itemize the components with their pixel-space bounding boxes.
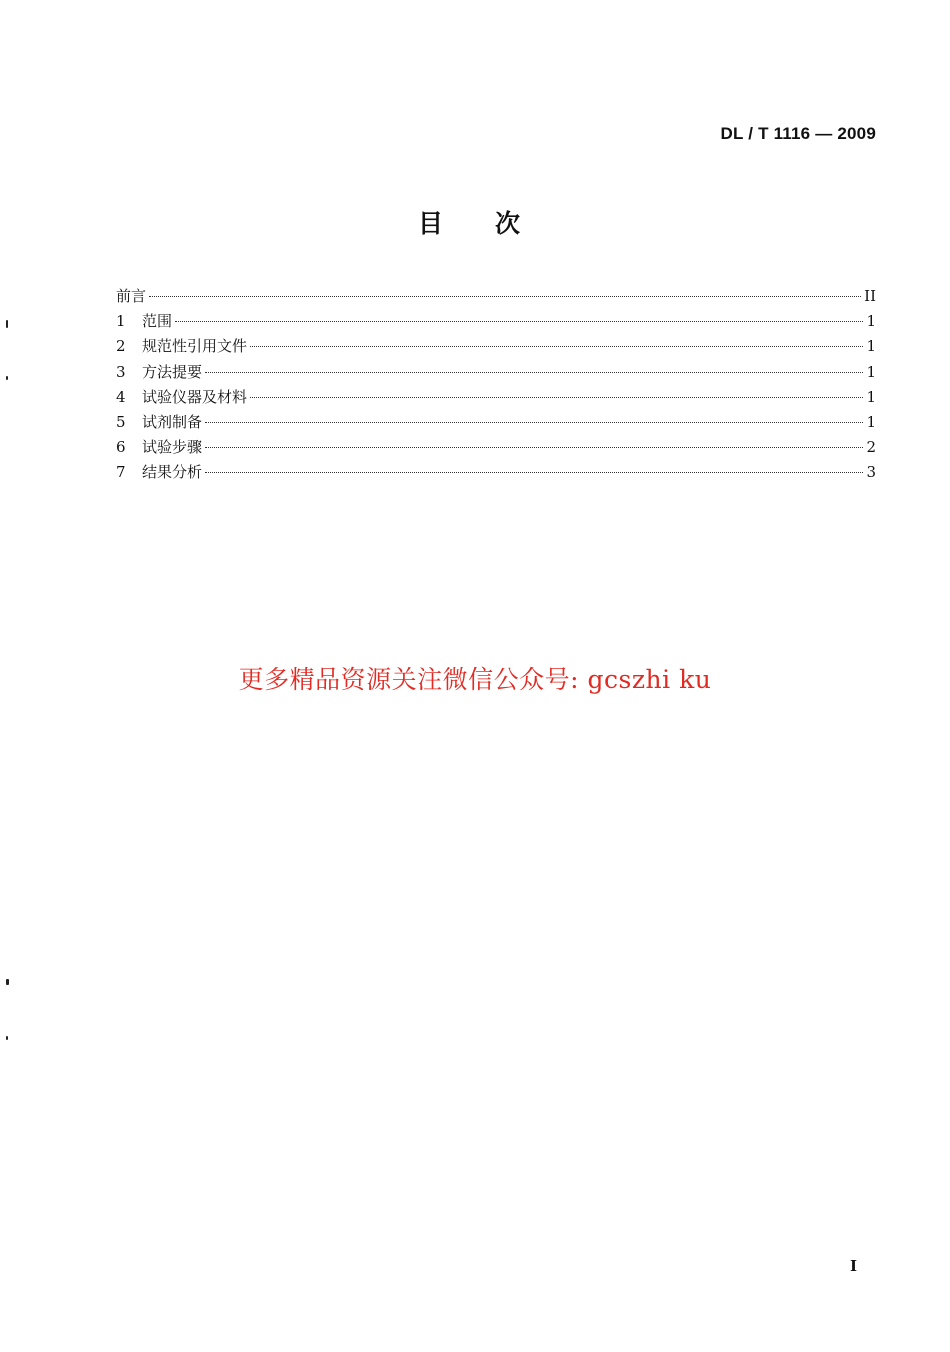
dot-leader: [205, 422, 863, 423]
toc-entry-page: 1: [866, 362, 876, 381]
scan-speck: [6, 979, 9, 985]
toc-entry-test-procedure[interactable]: [116, 437, 876, 462]
dot-leader: [205, 372, 863, 373]
toc-entry-normative-references[interactable]: [116, 336, 876, 361]
toc-entry-page: 1: [866, 412, 876, 431]
dot-leader: [250, 397, 863, 398]
toc-entry-page: 2: [866, 438, 876, 457]
toc-entry-title: 方法提要: [142, 362, 203, 381]
toc-entry-method-summary[interactable]: [116, 362, 876, 387]
toc-entry-number: 1: [116, 312, 126, 331]
toc-entry-title: 结果分析: [142, 463, 203, 482]
toc-entry-number: 6: [116, 438, 126, 457]
toc-entry-page: 1: [866, 337, 876, 356]
toc-entry-page: 3: [866, 463, 876, 482]
scan-speck: [6, 1036, 8, 1040]
toc-entry-number: 2: [116, 337, 126, 356]
toc-entry-reagent-preparation[interactable]: [116, 412, 876, 437]
toc-entry-title: 试验步骤: [142, 438, 203, 457]
toc-entry-title: 范围: [142, 312, 173, 331]
toc-entry-number: 3: [116, 362, 126, 381]
dot-leader: [250, 346, 863, 347]
toc-entry-title: 前言: [116, 287, 147, 305]
toc-entry-page: II: [864, 287, 876, 305]
toc-list: [116, 286, 876, 488]
toc-entry-title: 试验仪器及材料: [142, 387, 248, 406]
promo-text: 更多精品资源关注微信公众号: gcszhi ku: [238, 665, 712, 694]
standard-code: DL / T 1116 — 2009: [720, 124, 876, 143]
toc-entry-number: 5: [116, 412, 126, 431]
toc-entry-foreword[interactable]: [116, 286, 876, 311]
dot-leader: [175, 321, 863, 322]
toc-entry-result-analysis[interactable]: [116, 462, 876, 487]
toc-entry-page: 1: [866, 312, 876, 331]
toc-entry-title: 试剂制备: [142, 412, 203, 431]
toc-entry-scope[interactable]: [116, 311, 876, 336]
scan-speck: [6, 320, 8, 328]
dot-leader: [149, 296, 861, 297]
toc-entry-title: 规范性引用文件: [142, 337, 248, 356]
toc-heading: 目次: [417, 209, 572, 238]
dot-leader: [205, 447, 863, 448]
page-number: I: [850, 1257, 858, 1275]
toc-entry-instruments-materials[interactable]: [116, 387, 876, 412]
toc-entry-page: 1: [866, 387, 876, 406]
scan-speck: [6, 376, 8, 380]
dot-leader: [205, 472, 863, 473]
toc-entry-number: 7: [116, 463, 126, 482]
toc-entry-number: 4: [116, 387, 126, 406]
